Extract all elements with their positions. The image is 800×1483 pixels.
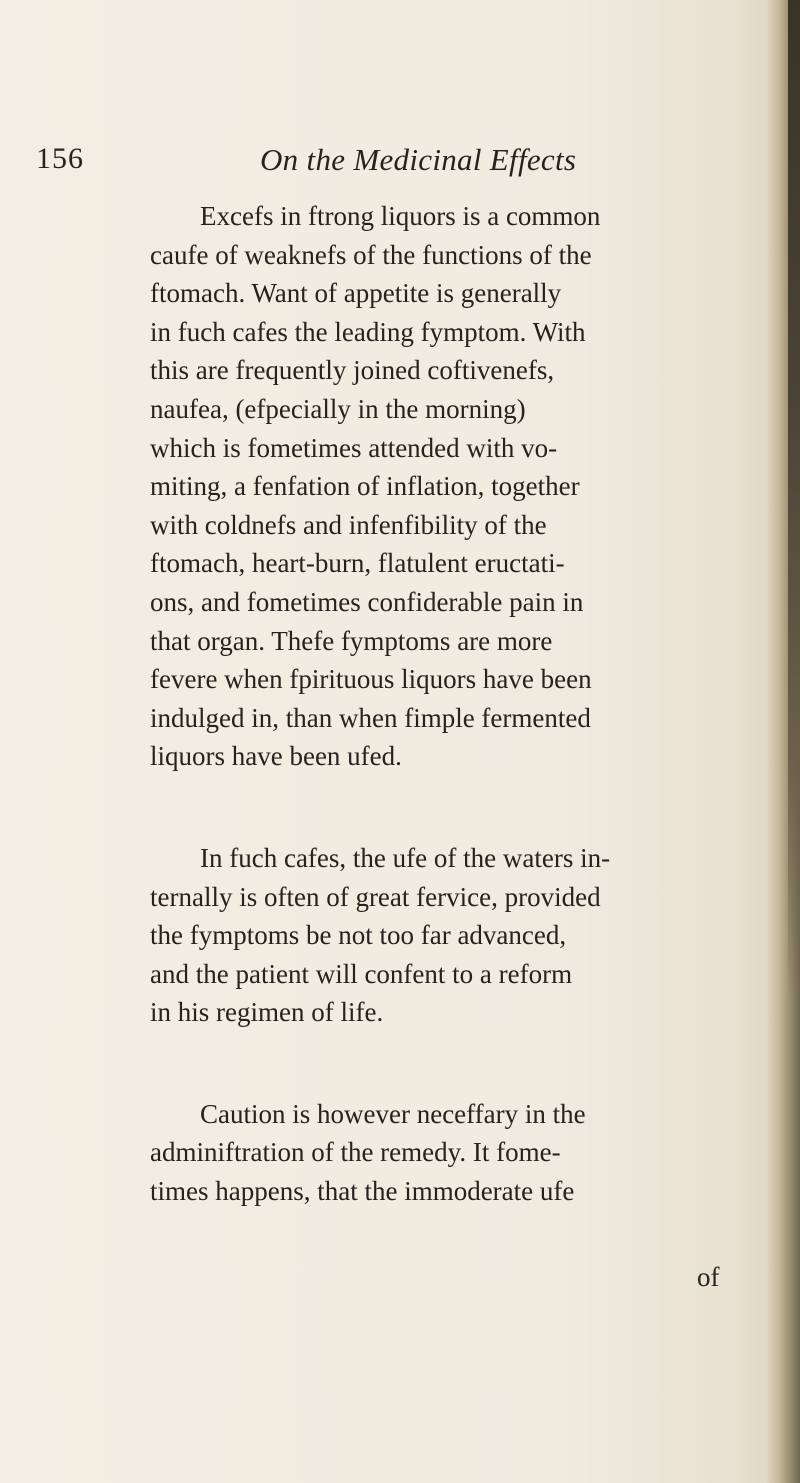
- text-line: liquors have been ufed.: [150, 741, 402, 772]
- text-line: times happens, that the immoderate ufe: [150, 1176, 575, 1207]
- text-line: indulged in, than when fimple fermented: [150, 702, 591, 733]
- text-line: naufea, (efpecially in the morning): [150, 393, 526, 424]
- text-line: adminiftration of the remedy. It fome-: [150, 1137, 561, 1168]
- text-line: that organ. Thefe fymptoms are more: [150, 625, 553, 656]
- text-line: ftomach. Want of appetite is generally: [150, 278, 562, 309]
- paragraph-1: [150, 197, 740, 776]
- running-head: On the Medicinal Effects: [260, 142, 577, 177]
- text-line: Excefs in ftrong liquors is a common: [200, 201, 601, 231]
- text-line: fevere when fpirituous liquors have been: [150, 664, 592, 695]
- page-edge-dark: [788, 0, 800, 1000]
- paragraph-2: [150, 839, 740, 1032]
- page-number: 156: [36, 142, 84, 175]
- text-line: miting, a fenfation of inflation, together: [150, 471, 580, 502]
- text-line: in his regimen of life.: [150, 997, 384, 1028]
- text-line: ons, and fometimes confiderable pain in: [150, 586, 584, 617]
- body-text: [150, 197, 740, 1211]
- text-line: In fuch cafes, the ufe of the waters in-: [200, 842, 611, 873]
- text-line: caufe of weaknefs of the functions of the: [150, 239, 592, 270]
- catchword: of: [697, 1262, 720, 1292]
- text-line: this are frequently joined coftivenefs,: [150, 355, 555, 386]
- text-line: and the patient will confent to a reform: [150, 958, 573, 989]
- text-line: in fuch cafes the leading fymptom. With: [150, 316, 586, 347]
- paragraph-3: [150, 1095, 740, 1211]
- text-line: ftomach, heart-burn, flatulent eructati-: [150, 548, 565, 579]
- page-header: [36, 142, 736, 192]
- text-line: the fymptoms be not too far advanced,: [150, 920, 567, 951]
- text-line: with coldnefs and infenfibility of the: [150, 509, 547, 540]
- text-line: ternally is often of great fervice, provided: [150, 881, 601, 912]
- text-line: which is fometimes attended with vo-: [150, 432, 558, 463]
- text-line: Caution is however neceffary in the: [200, 1098, 586, 1129]
